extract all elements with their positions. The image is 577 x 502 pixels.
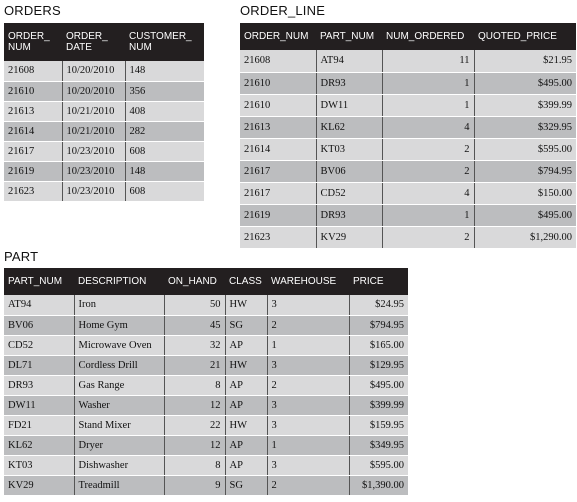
table-cell: 12 — [164, 395, 225, 415]
table-cell: 148 — [125, 61, 204, 81]
table-row — [240, 50, 576, 72]
part-title: PART — [4, 249, 39, 264]
table-cell: 10/20/2010 — [62, 81, 125, 101]
table-cell: 10/20/2010 — [62, 61, 125, 81]
table-cell: 21610 — [4, 81, 62, 101]
table-cell: $150.00 — [474, 182, 576, 204]
table-row — [4, 335, 408, 355]
table-cell: 1 — [267, 435, 349, 455]
table-cell: CD52 — [316, 182, 382, 204]
orders-table — [4, 23, 204, 202]
table-cell: 2 — [267, 315, 349, 335]
table-cell: DW11 — [4, 395, 74, 415]
column-header: PART_NUM — [4, 268, 74, 295]
table-cell: SG — [225, 475, 267, 495]
table-cell: 21 — [164, 355, 225, 375]
table-cell: 21614 — [4, 121, 62, 141]
table-cell: AT94 — [4, 295, 74, 315]
table-cell: AT94 — [316, 50, 382, 72]
table-cell: 10/23/2010 — [62, 181, 125, 201]
table-cell: 9 — [164, 475, 225, 495]
table-cell: 21619 — [240, 204, 316, 226]
table-cell: Stand Mixer — [74, 415, 164, 435]
table-cell: $24.95 — [349, 295, 408, 315]
table-cell: 21623 — [4, 181, 62, 201]
table-cell: Dishwasher — [74, 455, 164, 475]
table-cell: 32 — [164, 335, 225, 355]
column-header: QUOTED_PRICE — [474, 23, 576, 50]
table-cell: $1,290.00 — [474, 226, 576, 248]
table-cell: DL71 — [4, 355, 74, 375]
table-cell: BV06 — [316, 160, 382, 182]
orders-title: ORDERS — [4, 3, 61, 18]
column-header: NUM_ORDERED — [382, 23, 474, 50]
table-cell: HW — [225, 355, 267, 375]
column-header: WAREHOUSE — [267, 268, 349, 295]
table-cell: Treadmill — [74, 475, 164, 495]
table-cell: 2 — [267, 475, 349, 495]
table-cell: 3 — [267, 415, 349, 435]
order-line-title: ORDER_LINE — [240, 3, 326, 18]
table-cell: 408 — [125, 101, 204, 121]
table-cell: DR93 — [4, 375, 74, 395]
table-row — [4, 121, 204, 141]
table-cell: Gas Range — [74, 375, 164, 395]
table-cell: $159.95 — [349, 415, 408, 435]
table-row — [240, 138, 576, 160]
column-header: ON_HAND — [164, 268, 225, 295]
table-cell: 21613 — [240, 116, 316, 138]
table-cell: 10/21/2010 — [62, 101, 125, 121]
table-row — [4, 395, 408, 415]
column-header: ORDER_NUM — [240, 23, 316, 50]
table-cell: 282 — [125, 121, 204, 141]
table-cell: $399.99 — [474, 94, 576, 116]
table-cell: CD52 — [4, 335, 74, 355]
table-cell: $595.00 — [349, 455, 408, 475]
table-row — [4, 141, 204, 161]
table-cell: AP — [225, 435, 267, 455]
table-cell: Microwave Oven — [74, 335, 164, 355]
table-cell: 608 — [125, 181, 204, 201]
table-cell: 2 — [382, 226, 474, 248]
table-cell: 3 — [267, 295, 349, 315]
table-cell: DR93 — [316, 72, 382, 94]
table-cell: 608 — [125, 141, 204, 161]
table-row — [4, 61, 204, 81]
table-cell: 50 — [164, 295, 225, 315]
table-cell: 21617 — [240, 160, 316, 182]
table-cell: 21610 — [240, 72, 316, 94]
table-cell: 1 — [382, 204, 474, 226]
part-table — [4, 268, 408, 496]
table-cell: 10/21/2010 — [62, 121, 125, 141]
table-header-row — [4, 268, 408, 295]
table-row — [4, 435, 408, 455]
table-cell: 1 — [267, 335, 349, 355]
table-cell: KT03 — [316, 138, 382, 160]
table-cell: FD21 — [4, 415, 74, 435]
table-cell: $21.95 — [474, 50, 576, 72]
table-cell: $495.00 — [349, 375, 408, 395]
table-row — [4, 455, 408, 475]
table-cell: AP — [225, 395, 267, 415]
table-cell: Home Gym — [74, 315, 164, 335]
table-row — [240, 116, 576, 138]
table-cell: 3 — [267, 355, 349, 375]
table-cell: KV29 — [4, 475, 74, 495]
column-header: PART_NUM — [316, 23, 382, 50]
table-cell: 21610 — [240, 94, 316, 116]
table-cell: 148 — [125, 161, 204, 181]
table-cell: 1 — [382, 72, 474, 94]
table-cell: 2 — [382, 160, 474, 182]
table-cell: 8 — [164, 455, 225, 475]
table-cell: 21617 — [4, 141, 62, 161]
table-row — [240, 226, 576, 248]
table-cell: 10/23/2010 — [62, 161, 125, 181]
table-cell: $399.99 — [349, 395, 408, 415]
table-cell: 21617 — [240, 182, 316, 204]
table-cell: 21608 — [240, 50, 316, 72]
table-row — [4, 81, 204, 101]
table-row — [4, 295, 408, 315]
table-cell: $595.00 — [474, 138, 576, 160]
table-cell: $794.95 — [349, 315, 408, 335]
table-cell: 21619 — [4, 161, 62, 181]
table-cell: 21623 — [240, 226, 316, 248]
table-cell: BV06 — [4, 315, 74, 335]
column-header: CLASS — [225, 268, 267, 295]
column-header: ORDER_ DATE — [62, 23, 125, 61]
table-cell: 12 — [164, 435, 225, 455]
table-cell: 1 — [382, 94, 474, 116]
table-cell: $495.00 — [474, 204, 576, 226]
table-cell: DW11 — [316, 94, 382, 116]
table-row — [4, 315, 408, 335]
table-cell: 2 — [267, 375, 349, 395]
table-cell: $1,390.00 — [349, 475, 408, 495]
table-header-row — [240, 23, 576, 50]
table-cell: 11 — [382, 50, 474, 72]
table-cell: 3 — [267, 395, 349, 415]
table-cell: $129.95 — [349, 355, 408, 375]
table-cell: HW — [225, 295, 267, 315]
table-row — [240, 94, 576, 116]
table-cell: 3 — [267, 455, 349, 475]
table-row — [240, 72, 576, 94]
column-header: DESCRIPTION — [74, 268, 164, 295]
table-cell: KV29 — [316, 226, 382, 248]
column-header: ORDER_ NUM — [4, 23, 62, 61]
table-cell: Washer — [74, 395, 164, 415]
table-cell: KL62 — [316, 116, 382, 138]
table-row — [240, 182, 576, 204]
table-cell: HW — [225, 415, 267, 435]
table-row — [4, 375, 408, 395]
table-cell: 45 — [164, 315, 225, 335]
table-cell: 4 — [382, 182, 474, 204]
table-cell: 2 — [382, 138, 474, 160]
table-cell: 4 — [382, 116, 474, 138]
table-cell: SG — [225, 315, 267, 335]
table-cell: $794.95 — [474, 160, 576, 182]
table-row — [4, 415, 408, 435]
table-cell: Cordless Drill — [74, 355, 164, 375]
table-cell: KT03 — [4, 455, 74, 475]
table-cell: $165.00 — [349, 335, 408, 355]
table-cell: 10/23/2010 — [62, 141, 125, 161]
table-row — [4, 161, 204, 181]
table-cell: $349.95 — [349, 435, 408, 455]
table-cell: $329.95 — [474, 116, 576, 138]
column-header: PRICE — [349, 268, 408, 295]
table-row — [4, 355, 408, 375]
table-cell: Iron — [74, 295, 164, 315]
table-cell: 21608 — [4, 61, 62, 81]
table-row — [240, 160, 576, 182]
table-cell: AP — [225, 455, 267, 475]
table-cell: AP — [225, 335, 267, 355]
table-cell: $495.00 — [474, 72, 576, 94]
table-cell: 8 — [164, 375, 225, 395]
table-cell: AP — [225, 375, 267, 395]
table-row — [4, 101, 204, 121]
order-line-table — [240, 23, 576, 249]
table-cell: DR93 — [316, 204, 382, 226]
table-header-row — [4, 23, 204, 61]
table-cell: 21614 — [240, 138, 316, 160]
column-header: CUSTOMER_ NUM — [125, 23, 204, 61]
table-row — [240, 204, 576, 226]
table-cell: 22 — [164, 415, 225, 435]
table-cell: 21613 — [4, 101, 62, 121]
table-cell: 356 — [125, 81, 204, 101]
table-cell: KL62 — [4, 435, 74, 455]
table-row — [4, 475, 408, 495]
table-row — [4, 181, 204, 201]
table-cell: Dryer — [74, 435, 164, 455]
